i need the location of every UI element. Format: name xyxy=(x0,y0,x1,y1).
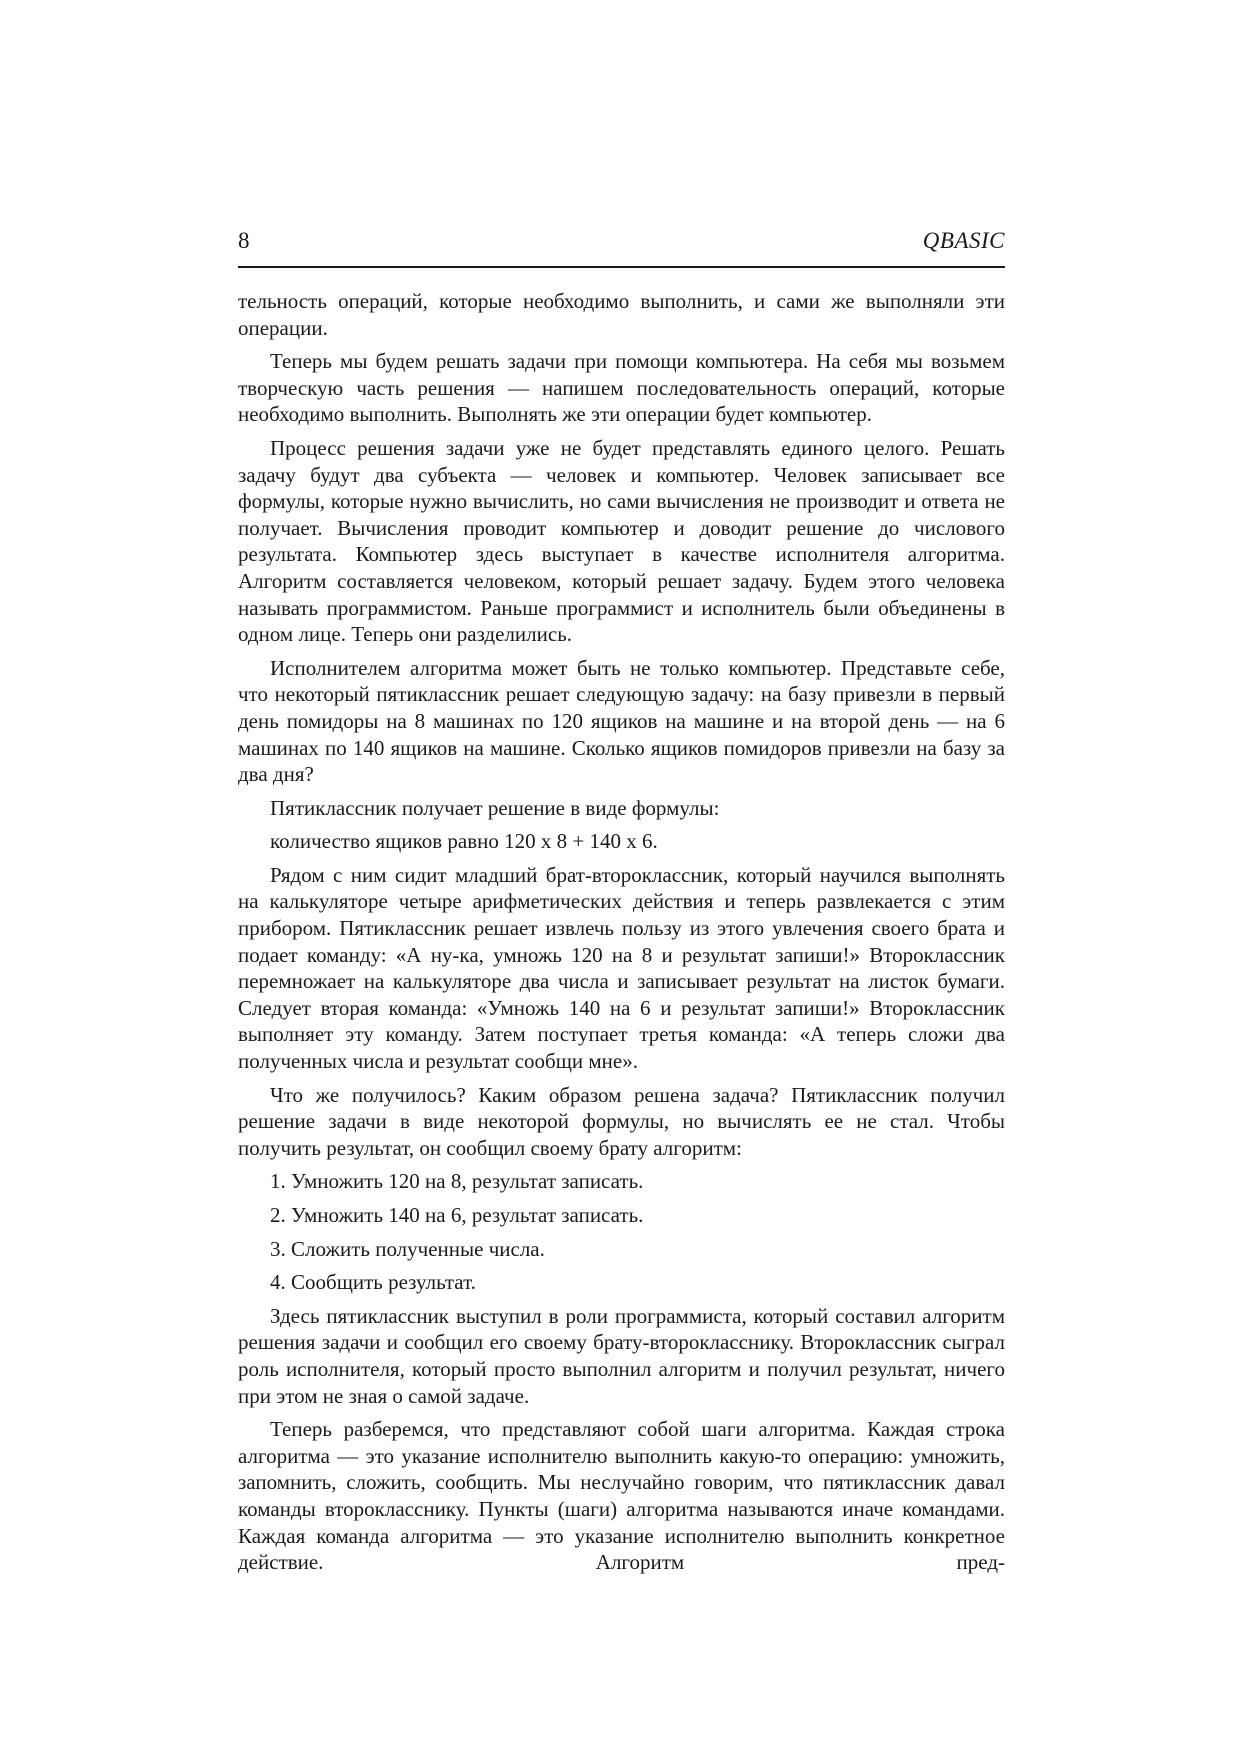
body-text xyxy=(238,288,1005,1583)
page-number: 8 xyxy=(238,228,250,253)
paragraph: Что же получилось? Каким образом решена задача? Пятиклассник получил решение задачи в виде некоторой формулы, но вычислять ее не стал. Чтобы получить результат, он сообщил своему брату алгоритм: xyxy=(238,1082,1005,1160)
running-title: QBASIC xyxy=(922,228,1005,253)
algorithm-step: 4. Сообщить результат. xyxy=(270,1270,476,1295)
algorithm-step: 1. Умножить 120 на 8, результат записать. xyxy=(270,1169,644,1194)
paragraph: Здесь пятиклассник выступил в роли программиста, который составил алгоритм решения задачи и сообщил его своему брату-второкласснику. Второклассник сыграл роль исполнителя, который просто выполнил алгоритм и получил результат, ничего при этом не зная о самой задаче. xyxy=(238,1303,1005,1408)
algorithm-step: 2. Умножить 140 на 6, результат записать. xyxy=(270,1203,644,1227)
paragraph: Рядом с ним сидит младший брат-второклассник, который научился выполнять на калькуляторе четыре арифметических действия и теперь развлекается с этим прибором. Пятиклассник решает извлечь пользу из этого увлечения своего брата и подает команду: «А ну-ка, умножь 120 на 8 и результат запиши!» Второклассник перемножает на калькуляторе два числа и записывает результат на листок бумаги. Следует вторая команда: «Умножь 140 на 6 и результат запиши!» Второклассник выполняет эту команду. Затем поступает третья команда: «А теперь сложи два полученных числа и результат сообщи мне». xyxy=(238,862,1005,1074)
page-header xyxy=(238,228,1005,268)
formula-line: количество ящиков равно 120 x 8 + 140 x 6. xyxy=(270,829,658,854)
paragraph: Пятиклассник получает решение в виде формулы: xyxy=(270,795,720,820)
algorithm-step: 3. Сложить полученные числа. xyxy=(270,1236,545,1261)
paragraph: Теперь мы будем решать задачи при помощи компьютера. На себя мы возьмем творческую часть решения — напишем последовательность операций, которые необходимо выполнить. Выполнять же эти операции будет компьютер. xyxy=(238,349,1005,427)
paragraph: тельность операций, которые необходимо выполнить, и сами же выполняли эти операции. xyxy=(238,289,1005,340)
paragraph: Процесс решения задачи уже не будет представлять единого целого. Решать задачу будут два субъекта — человек и компьютер. Человек записывает все формулы, которые нужно вычислить, но сами вычисления не производит и ответа не получает. Вычисления проводит компьютер и доводит решение до числового результата. Компьютер здесь выступает в качестве исполнителя алгоритма. Алгоритм составляется человеком, который решает задачу. Будем этого человека называть программистом. Раньше программист и исполнитель были объединены в одном лице. Теперь они разделились. xyxy=(238,435,1005,647)
paragraph: Теперь разберемся, что представляют собой шаги алгоритма. Каждая строка алгоритма — это указание исполнителю выполнить какую-то операцию: умножить, запомнить, сложить, сообщить. Мы неслучайно говорим, что пятиклассник давал команды второкласснику. Пункты (шаги) алгоритма называются иначе командами. Каждая команда алгоритма — это указание исполнителю выполнить конкретное действие. Алгоритм пред- xyxy=(238,1417,1005,1575)
paragraph: Исполнителем алгоритма может быть не только компьютер. Представьте себе, что некоторый пятиклассник решает следующую задачу: на базу привезли в первый день помидоры на 8 машинах по 120 ящиков на машине и на второй день — на 6 машинах по 140 ящиков на машине. Сколько ящиков помидоров привезли на базу за два дня? xyxy=(238,655,1005,787)
